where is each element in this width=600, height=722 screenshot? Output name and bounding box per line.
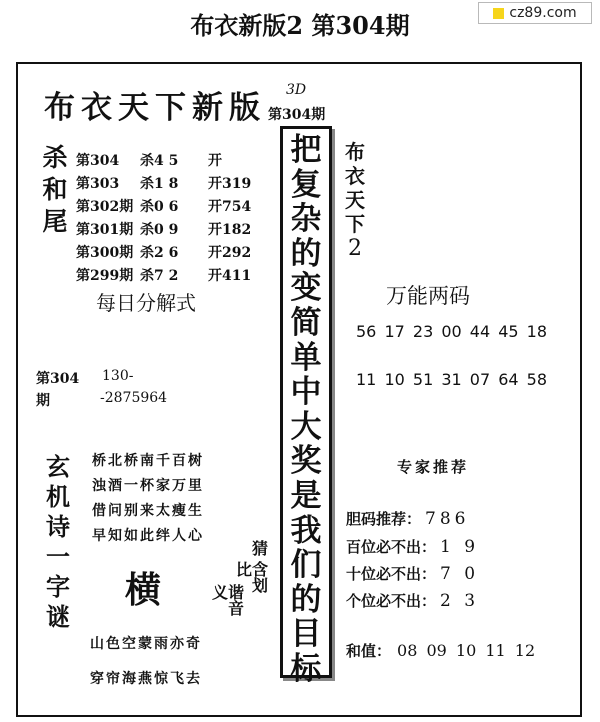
expert-row <box>346 563 479 584</box>
row-kai: 开182 <box>208 222 252 238</box>
row-kai: 开411 <box>208 268 252 284</box>
daily-title: 每日分解式 <box>96 291 196 315</box>
issue-number: 第304期 <box>268 107 326 123</box>
bottom-poem-line: 山色空蒙雨亦奇 <box>90 636 202 652</box>
expert-label: 十位必不出： <box>346 565 437 583</box>
row-issue: 第304 <box>76 153 120 169</box>
calc-line-1: 130- <box>102 368 134 384</box>
row-kai: 开292 <box>208 245 252 261</box>
expert-label: 百位必不出： <box>346 538 437 556</box>
sum-value: 08 09 10 11 12 <box>397 641 536 660</box>
label-3d: 3D <box>286 82 307 98</box>
main-title: 布衣天下新版 <box>44 90 266 126</box>
expert-value: 786 <box>425 509 470 529</box>
hint-guess: 猜 <box>252 539 269 558</box>
row-kai: 开 <box>208 153 222 169</box>
row-issue: 第299期 <box>76 268 134 284</box>
row-issue: 第301期 <box>76 222 134 238</box>
site-badge-label: cz89.com <box>509 5 577 21</box>
poem-line: 早知如此绊人心 <box>92 528 204 544</box>
site-badge[interactable] <box>478 2 592 24</box>
row-issue: 第303 <box>76 176 120 192</box>
two-code-line: 11 10 51 31 07 64 58 <box>356 370 548 389</box>
expert-value: 2 3 <box>440 591 480 611</box>
expert-value: 7 0 <box>440 564 480 584</box>
sum-label: 和值： <box>346 642 392 660</box>
riddle-label: 玄机诗一字谜 <box>46 452 70 631</box>
brand-number: 2 <box>348 236 362 261</box>
calc-issue: 第304 <box>36 371 80 387</box>
expert-row <box>346 536 479 557</box>
sum-row <box>346 640 535 661</box>
row-sha: 杀7 2 <box>140 268 179 284</box>
row-kai: 开319 <box>208 176 252 192</box>
row-kai: 开754 <box>208 199 252 215</box>
row-issue: 第300期 <box>76 245 134 261</box>
riddle-answer: 横 <box>125 569 162 611</box>
calc-period: 期 <box>36 393 50 409</box>
row-sha: 杀0 6 <box>140 199 179 215</box>
expert-label: 胆码推荐： <box>346 510 422 528</box>
two-code-line: 56 17 23 00 44 45 18 <box>356 322 548 341</box>
hint-meaning: 义谐音 <box>211 583 244 618</box>
expert-row <box>346 590 479 611</box>
expert-title: 专家推荐 <box>397 458 470 476</box>
brand-label: 布衣天下 <box>345 140 365 236</box>
calc-line-2: -2875964 <box>100 390 168 406</box>
poem-line: 桥北桥南千百树 <box>92 453 204 469</box>
row-sha: 杀1 8 <box>140 176 179 192</box>
row-sha: 杀4 5 <box>140 153 179 169</box>
badge-square-icon <box>493 8 504 19</box>
two-code-title: 万能两码 <box>386 284 470 308</box>
poem-line: 浊酒一杯家万里 <box>92 478 204 494</box>
row-sha: 杀0 9 <box>140 222 179 238</box>
page-title: 布衣新版2 第304期 <box>190 11 410 40</box>
slogan-text: 把复杂的变简单 中大奖是我们的目标 <box>290 132 322 687</box>
row-sha: 杀2 6 <box>140 245 179 261</box>
bottom-poem-line: 穿帘海燕惊飞去 <box>90 671 202 687</box>
expert-row <box>346 508 469 529</box>
row-issue: 第302期 <box>76 199 134 215</box>
hint-compare: 比含划 <box>235 560 268 595</box>
poem-line: 借问别来太瘦生 <box>92 503 204 519</box>
expert-value: 1 9 <box>440 537 480 557</box>
sha-label: 杀和尾 <box>42 143 68 236</box>
expert-label: 个位必不出： <box>346 592 437 610</box>
